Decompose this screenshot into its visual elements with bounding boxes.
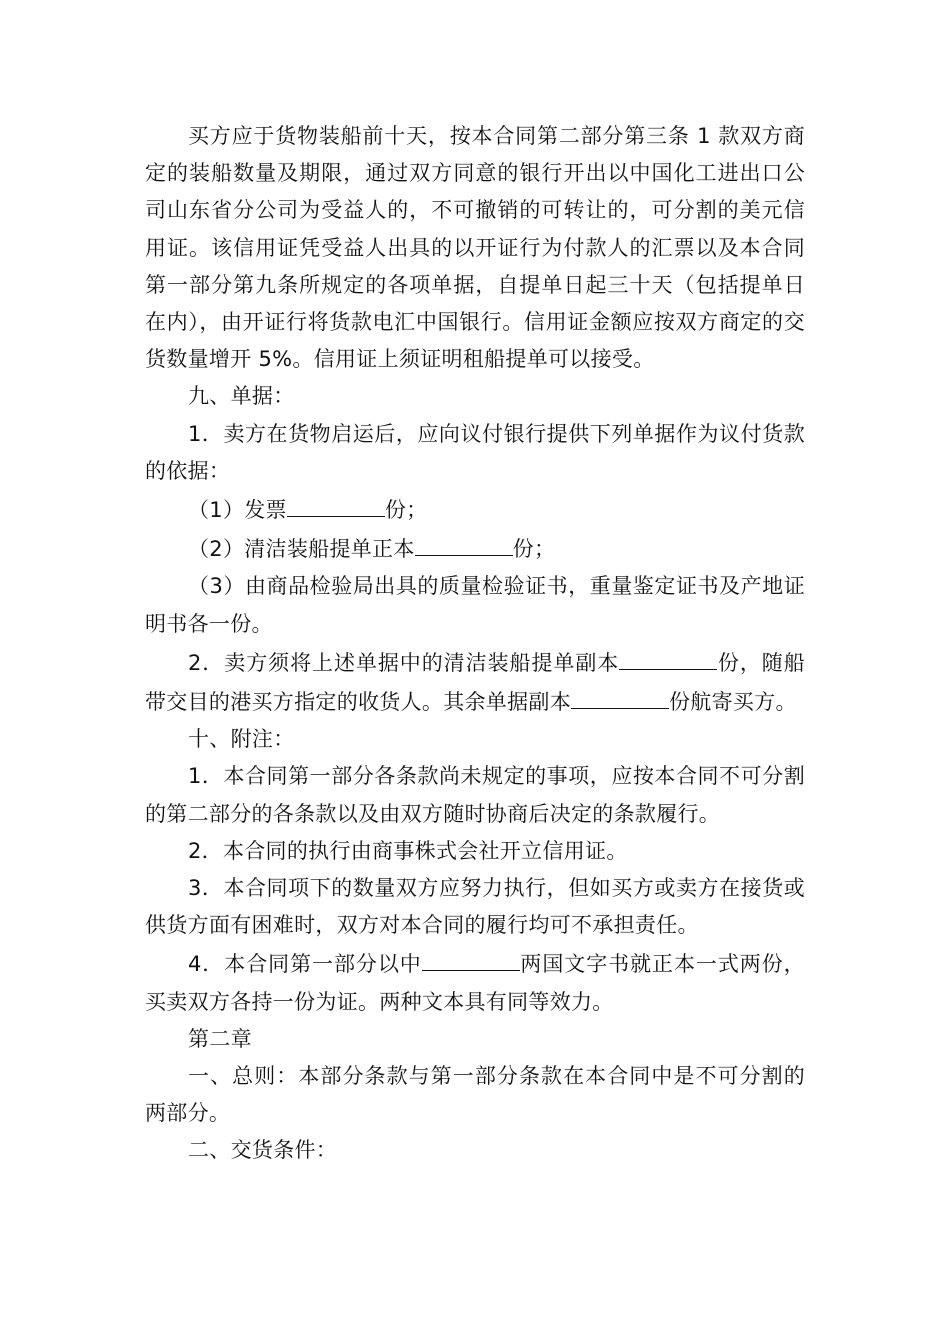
language-blank xyxy=(422,944,520,971)
section-9-item-2 xyxy=(145,643,805,721)
duplicate-bl-text: 2．卖方须将上述单据中的清洁装船提单副本 xyxy=(188,650,620,675)
invoice-label: （1）发票 xyxy=(188,498,287,523)
bill-of-lading-label: （2）清洁装船提单正本 xyxy=(188,537,415,562)
letter-of-credit-paragraph: 买方应于货物装船前十天，按本合同第二部分第三条 1 款双方商定的装船数量及期限，通过双方同意的银行开出以中国化工进出口公司山东省分公司为受益人的，不可撤销的可转让的，可分割的美元信用证。该信用证凭受益人出具的以开证行为付款人的汇票以及本合同第一部分第九条所规定的各项单据，自提单日起三十天（包括提单日在内），由开证行将货款电汇中国银行。信用证金额应按双方商定的交货数量增开 5%。信用证上须证明租船提单可以接受。 xyxy=(145,124,805,372)
section-9-sub-item-1 xyxy=(145,490,805,529)
section-9-sub-item-3: （3）由商品检验局出具的质量检验证书，重量鉴定证书及产地证明书各一份。 xyxy=(145,574,805,636)
section-10-item-4 xyxy=(145,944,805,1020)
delivery-terms-heading: 二、交货条件： xyxy=(188,1138,338,1163)
chapter-2-heading: 第二章 xyxy=(188,1026,252,1051)
general-provisions-paragraph: 一、总则：本部分条款与第一部分条款在本合同中是不可分割的两部分。 xyxy=(145,1064,805,1126)
duplicate-bl-end-text: 份航寄买方。 xyxy=(669,690,797,715)
document-page xyxy=(145,118,805,1170)
other-docs-copies-blank xyxy=(571,682,669,709)
section-9-heading: 九、单据： xyxy=(188,384,295,409)
invoice-suffix: 份； xyxy=(384,498,428,523)
duplicate-bl-mid-text: 份，随船带交目的港买方指定的收货人。其余单据副本 xyxy=(145,650,806,715)
bill-of-lading-suffix: 份； xyxy=(512,537,556,562)
section-10-item-3: 3．本合同项下的数量双方应努力执行，但如买方或卖方在接货或供货方面有困难时，双方对本合同的履行均可不承担责任。 xyxy=(145,876,805,938)
invoice-copies-blank xyxy=(287,490,385,517)
section-10-item-1: 1．本合同第一部分各条款尚未规定的事项，应按本合同不可分割的第二部分的各条款以及由双方随时协商后决定的条款履行。 xyxy=(145,764,805,826)
section-10-item-2: 2．本合同的执行由商事株式会社开立信用证。 xyxy=(188,838,628,863)
language-clause-text: 4．本合同第一部分以中 xyxy=(188,952,422,977)
bill-of-lading-copies-blank xyxy=(415,529,513,556)
section-10-heading: 十、附注： xyxy=(188,727,295,752)
section-9-sub-item-2 xyxy=(145,529,805,568)
language-clause-end: 两国文字书就正本一式两份，买卖双方各持一份为证。两种文本具有同等效力。 xyxy=(145,952,805,1014)
section-9-item-1: 1．卖方在货物启运后，应向议付银行提供下列单据作为议付货款的依据： xyxy=(145,421,805,483)
duplicate-bl-copies-blank xyxy=(619,643,717,670)
